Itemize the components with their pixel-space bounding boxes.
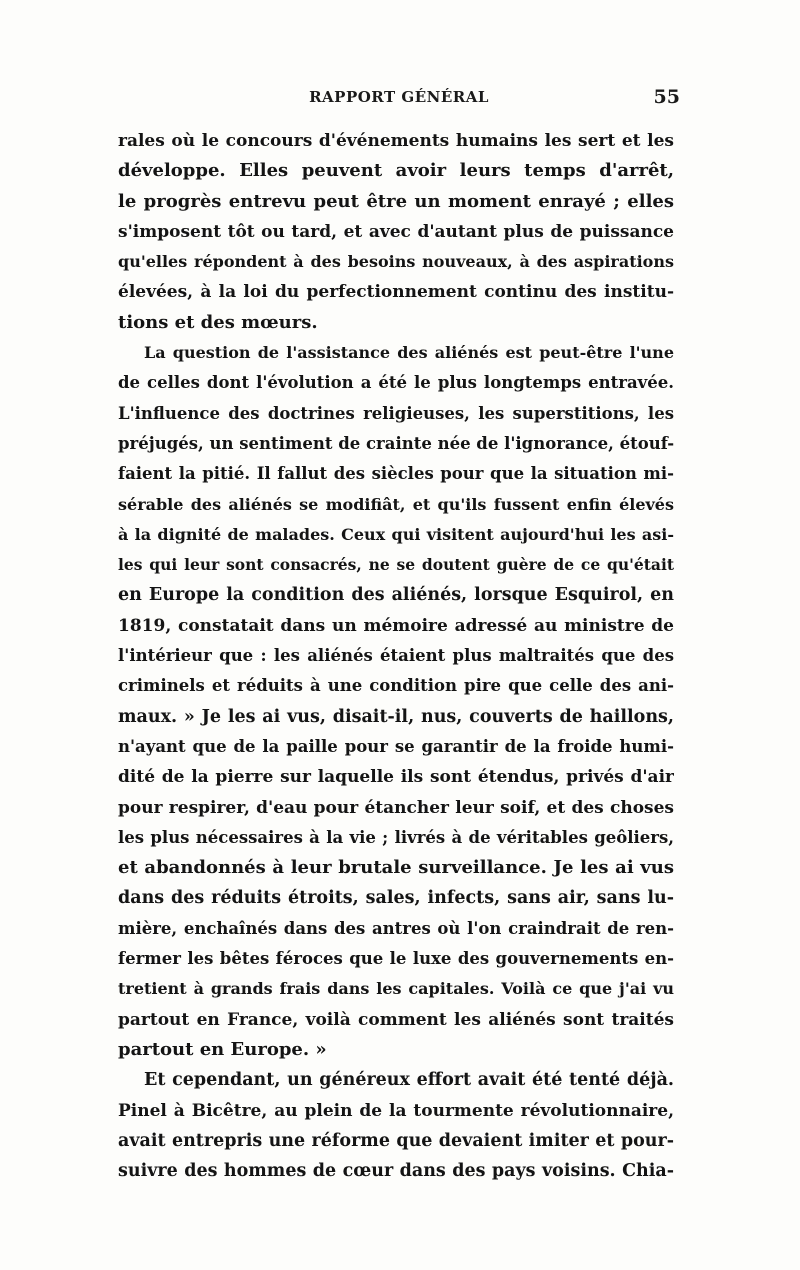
text-line: les plus nécessaires à la vie ; livrés à de véritables geôliers, (118, 827, 674, 847)
text-line: rales où le concours d'événements humains les sert et les (118, 131, 674, 151)
text-line: maux. » Je les ai vus, disait-il, nus, couverts de haillons, (118, 706, 674, 727)
text-line: Et cependant, un généreux effort avait été tenté déjà. (144, 1070, 674, 1091)
text-line: avait entrepris une réforme que devaient imiter et pour- (118, 1130, 674, 1151)
text-line: de celles dont l'évolution a été le plus longtemps entravée. (118, 373, 674, 393)
paragraph (118, 338, 674, 1065)
text-line: faient la pitié. Il fallut des siècles pour que la situation mi- (118, 464, 674, 484)
text-line: l'intérieur que : les aliénés étaient plus maltraités que des (118, 646, 674, 666)
text-line: le progrès entrevu peut être un moment enrayé ; elles (118, 190, 674, 212)
text-line: mière, enchaînés dans des antres où l'on craindrait de ren- (118, 918, 674, 938)
text-line: fermer les bêtes féroces que le luxe des gouvernements en- (118, 949, 674, 969)
text-line: L'influence des doctrines religieuses, les superstitions, les (118, 403, 674, 423)
text-line: suivre des hommes de cœur dans des pays voisins. Chia- (118, 1161, 674, 1182)
page-number: 55 (653, 86, 680, 108)
paragraph (118, 126, 674, 338)
text-line: dité de la pierre sur laquelle ils sont étendus, privés d'air (118, 767, 674, 788)
text-line: dans des réduits étroits, sales, infects, sans air, sans lu- (118, 888, 674, 909)
text-line: n'ayant que de la paille pour se garantir de la froide humi- (118, 736, 674, 756)
text-line: Pinel à Bicêtre, au plein de la tourmente révolutionnaire, (118, 1100, 674, 1121)
text-line: qu'elles répondent à des besoins nouveaux, à des aspirations (118, 252, 674, 272)
text-line: élevées, à la loi du perfectionnement continu des institu- (118, 282, 674, 303)
text-line: préjugés, un sentiment de crainte née de l'ignorance, étouf- (118, 433, 674, 453)
text-line: s'imposent tôt ou tard, et avec d'autant plus de puissance (118, 221, 674, 242)
text-line: La question de l'assistance des aliénés est peut-être l'une (144, 343, 674, 363)
text-line: 1819, constatait dans un mémoire adressé au ministre de (118, 615, 674, 636)
text-line: en Europe la condition des aliénés, lorsque Esquirol, en (118, 585, 674, 606)
text-line: à la dignité de malades. Ceux qui visitent aujourd'hui les asi- (118, 524, 674, 544)
text-line: tions et des mœurs. (118, 311, 318, 333)
running-title: RAPPORT GÉNÉRAL (309, 88, 489, 106)
text-line: développe. Elles peuvent avoir leurs temps d'arrêt, (118, 160, 674, 182)
text-line: tretient à grands frais dans les capitales. Voilà ce que j'ai vu (118, 979, 674, 999)
text-line: partout en Europe. » (118, 1038, 327, 1060)
paragraph (118, 1065, 674, 1186)
text-line: partout en France, voilà comment les aliénés sont traités (118, 1009, 674, 1030)
text-line: pour respirer, d'eau pour étancher leur soif, et des choses (118, 797, 674, 818)
text-line: et abandonnés à leur brutale surveillance. Je les ai vus (118, 857, 674, 879)
text-line: criminels et réduits à une condition pire que celle des ani- (118, 676, 674, 696)
text-line: sérable des aliénés se modifiât, et qu'ils fussent enfin élevés (118, 494, 674, 514)
text-line: les qui leur sont consacrés, ne se doutent guère de ce qu'était (118, 555, 674, 575)
running-head (118, 88, 680, 118)
body-text (118, 126, 674, 1186)
